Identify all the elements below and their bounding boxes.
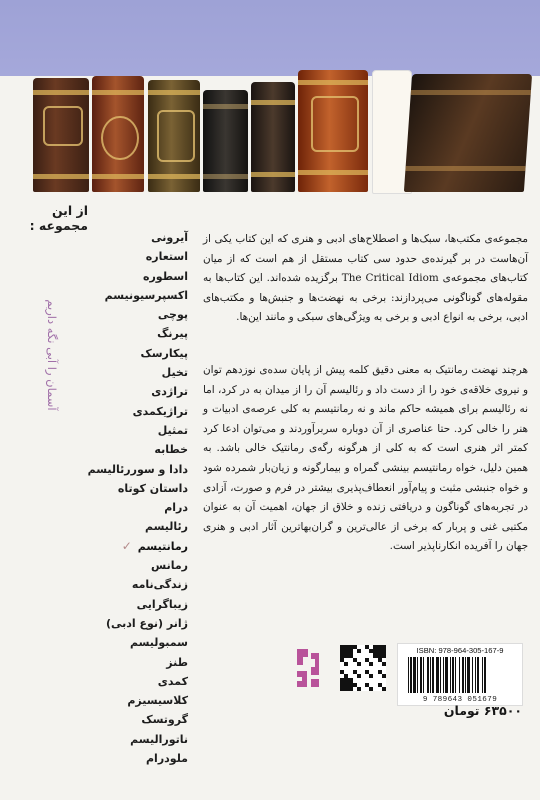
series-item: پیرنگ (157, 327, 188, 341)
publisher-logo (293, 645, 323, 691)
qr-code-icon[interactable] (340, 645, 386, 691)
book-spine (148, 80, 200, 192)
book-spine (33, 78, 89, 192)
price: ۶۳۵۰۰ تومان (443, 703, 522, 718)
series-item: داستان کوتاه (117, 481, 188, 495)
series-item: رمانس (151, 559, 188, 573)
book-spine (92, 76, 144, 192)
cover-top-band (0, 0, 540, 76)
book-spine (203, 90, 248, 192)
series-item: طنز (166, 655, 188, 669)
series-item: پوچی (157, 308, 188, 322)
series-title: از این مجموعه : (29, 203, 88, 233)
series-item: تمثیل (157, 423, 188, 437)
series-list (8, 228, 188, 768)
series-item: سمبولیسم (129, 636, 188, 650)
series-item: ملودرام (145, 752, 188, 766)
series-item: زیباگرایی (136, 597, 188, 611)
series-item: اکسپرسیونیسم (104, 288, 188, 302)
barcode-box (397, 643, 523, 706)
series-item: ژانر (نوع ادبی) (105, 616, 188, 630)
series-item: درام (164, 501, 188, 515)
books-photo (0, 70, 540, 200)
barcode-digits: 9 789643 051679 (422, 696, 498, 704)
series-item: کلاسیسیزم (127, 694, 188, 708)
series-item: تخیل (161, 366, 188, 380)
book-spine (298, 70, 368, 192)
series-item: رمانتیسم✓ (121, 538, 188, 553)
series-item: رئالیسم (144, 520, 188, 534)
book-spine (404, 74, 532, 192)
check-icon: ✓ (121, 538, 132, 553)
series-item: ناتورالیسم (130, 732, 188, 746)
series-item: زندگی‌نامه (131, 578, 188, 592)
series-item: دادا و سوررئالیسم (87, 462, 188, 476)
series-item: گروتسک (141, 713, 188, 727)
series-item: آیرونی (151, 231, 188, 244)
series-item: اسطوره (142, 269, 188, 283)
series-item: استعاره (145, 250, 188, 264)
side-label: آسمان را آبی نگه داریم (45, 299, 59, 411)
isbn-label: ISBN: 978-964-305-167-9 (416, 646, 504, 655)
series-item: خطابه (154, 443, 188, 457)
book-spine (251, 82, 295, 192)
description-paragraph-1: مجموعه‌ی مکتب‌ها، سبک‌ها و اصطلاح‌های ادبی و هنری که این کتاب یکی از آن‌هاست در بر گیرنده‌ی حدود سی کتاب مستقل از هم است که از میان کتاب‌های مجموعه‌ی The Critical Idiom برگزیده شده‌اند. این کتاب‌ها به مقوله‌های گوناگونی می‌پردازند: برخی به نهضت‌ها و جنبش‌ها و مکتب‌های ادبی، برخی به انواع ادبی و برخی به ویژگی‌های سبکی و مانند این‌ها. (203, 233, 528, 324)
series-item: تراژدی (151, 385, 188, 399)
series-item: پیکارسک (140, 346, 188, 360)
description-paragraph-2: هرچند نهضت رمانتیک به معنی دقیق کلمه پیش از پایان سده‌ی نوزدهم توان و نیروی خلاقه‌ی خود را از دست داد و رئالیسم آن را از میدان به در کرد، اما نه رئالیسم برای همیشه حاکم ماند و نه رمانتیسم به کلی عرصه‌ی ادبیات و هنر را خالی کرد. حتا عناصری از آن دوباره سربرآوردند و می‌توان ادعا کرد کمتر اثر هنری است که به کلی از هرگونه رگه‌ی رمانتیک خالی باشد. به همین دلیل، خواه رمانتیسم بینشی گمراه و بیمارگونه و زیان‌بار شمرده شود و خواه جنبشی مثبت و پیام‌آور انعطاف‌پذیری بیشتر در فرم و صورت، آزادی در تجربه‌های گوناگون و دریافتی زنده و خلاق از جهان، اهمیت آن به عنوان مکتبی غنی و پربار که برخی از عالی‌ترین و گران‌بهاترین آثار ادبی و هنری جهان را آفریده انکارناپذیر است. (203, 364, 528, 553)
barcode-icon (406, 657, 514, 693)
series-item: تراژیکمدی (132, 404, 188, 418)
series-item: کمدی (157, 674, 188, 688)
